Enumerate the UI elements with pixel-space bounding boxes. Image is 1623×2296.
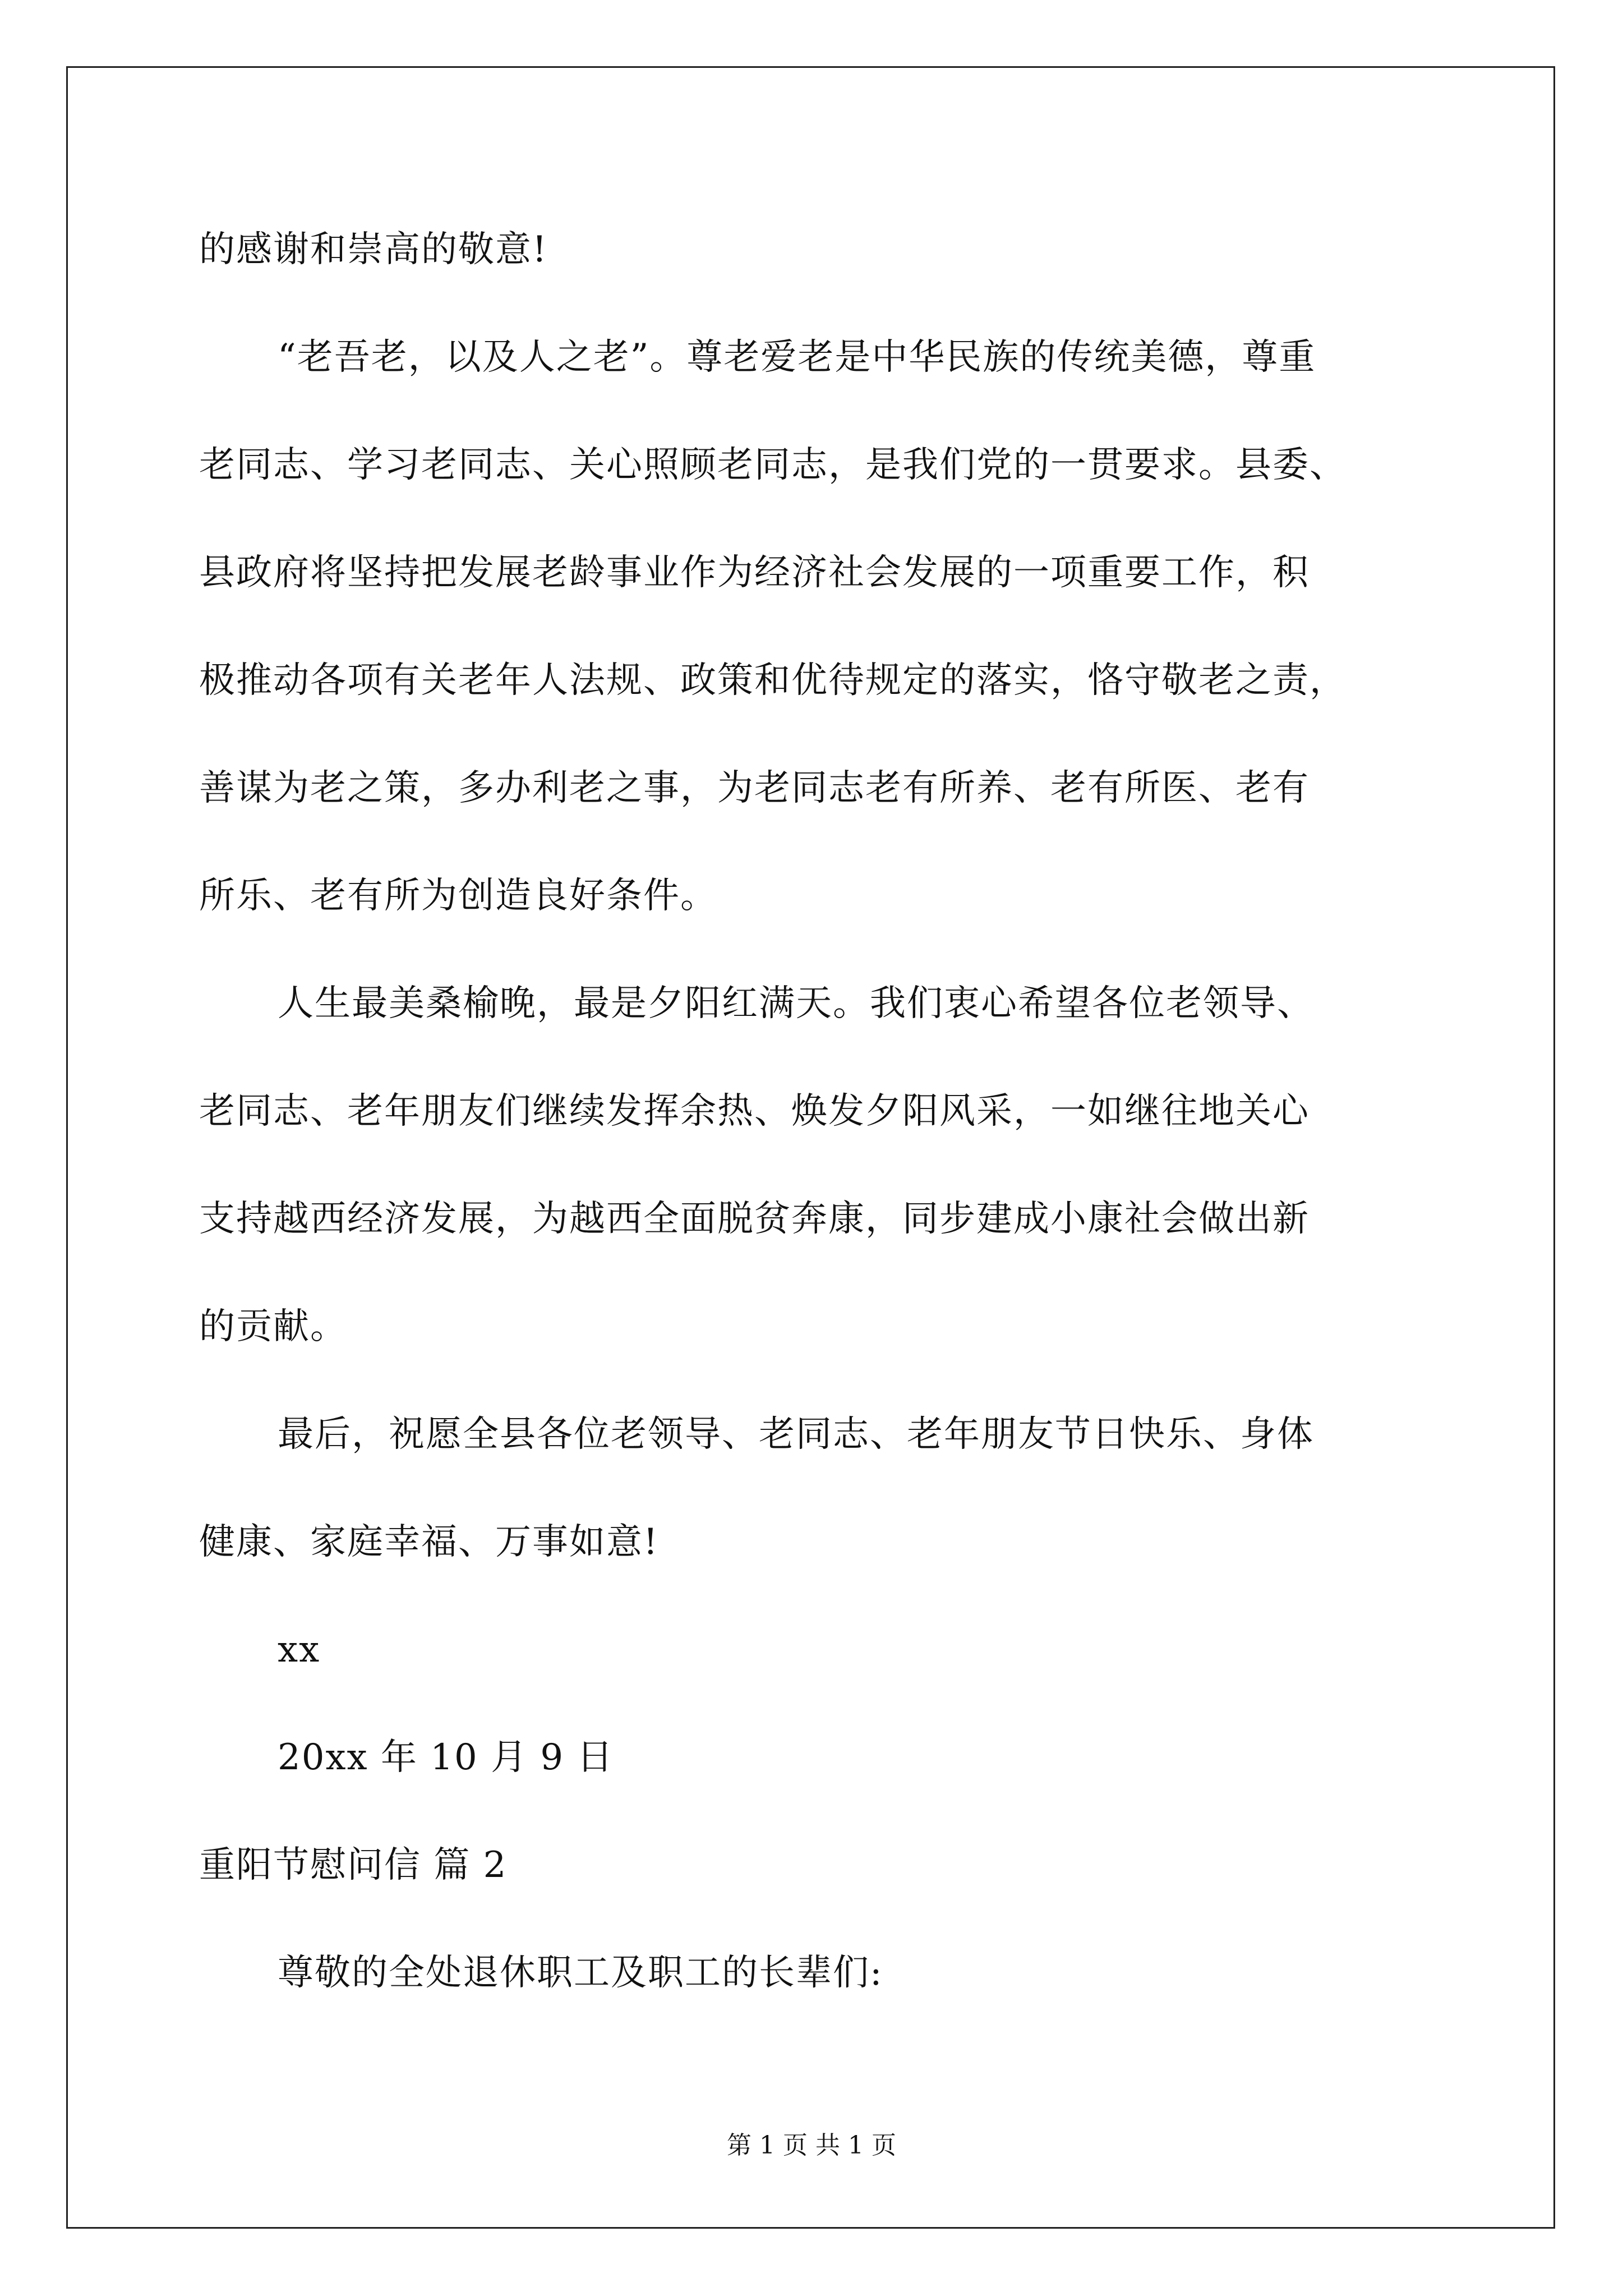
paragraph-line: 支持越西经济发展，为越西全面脱贫奔康，同步建成小康社会做出新 <box>199 1198 1310 1240</box>
paragraph-line: 善谋为老之策，多办利老之事，为老同志老有所养、老有所医、老有 <box>199 767 1310 809</box>
section-heading: 重阳节慰问信 篇 2 <box>199 1844 508 1886</box>
paragraph-line: 老同志、学习老同志、关心照顾老同志，是我们党的一贯要求。县委、 <box>199 444 1347 486</box>
paragraph-line: 人生最美桑榆晚，最是夕阳红满天。我们衷心希望各位老领导、 <box>278 983 1314 1024</box>
paragraph-line: 健康、家庭幸福、万事如意! <box>199 1521 659 1563</box>
paragraph-line: 最后，祝愿全县各位老领导、老同志、老年朋友节日快乐、身体 <box>278 1414 1314 1455</box>
page-footer: 第 1 页 共 1 页 <box>727 2131 896 2160</box>
signature-name: xx <box>278 1629 321 1671</box>
paragraph-line: 县政府将坚持把发展老龄事业作为经济社会发展的一项重要工作，积 <box>199 552 1310 593</box>
signature-date: 20xx 年 10 月 9 日 <box>278 1737 614 1778</box>
paragraph-line: 极推动各项有关老年人法规、政策和优待规定的落实，恪守敬老之责， <box>199 660 1347 701</box>
paragraph-line: 所乐、老有所为创造良好条件。 <box>199 875 717 917</box>
salutation-line: 尊敬的全处退休职工及职工的长辈们: <box>278 1952 883 1994</box>
paragraph-line: 老同志、老年朋友们继续发挥余热、焕发夕阳风采，一如继往地关心 <box>199 1091 1310 1132</box>
page-border <box>66 66 1555 2229</box>
paragraph-line: “老吾老，以及人之老”。尊老爱老是中华民族的传统美德，尊重 <box>278 337 1316 378</box>
paragraph-line: 的感谢和崇高的敬意! <box>199 229 548 270</box>
paragraph-line: 的贡献。 <box>199 1306 347 1347</box>
